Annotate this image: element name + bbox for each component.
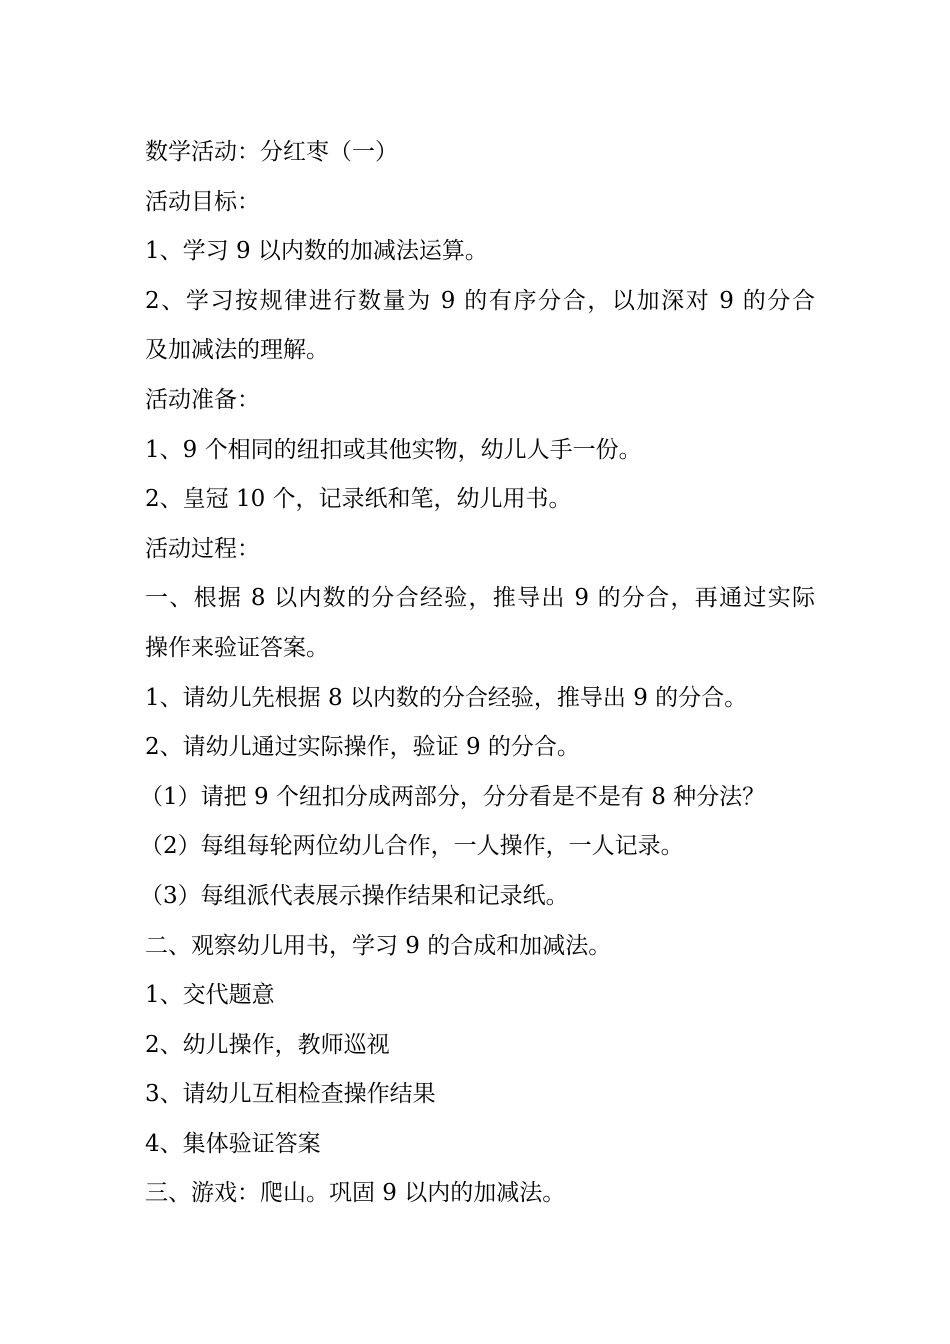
process-step-1-subitem-3: （3）每组派代表展示操作结果和记录纸。 <box>140 882 569 909</box>
preparation-item-1: 1、9 个相同的纽扣或其他实物，幼儿人手一份。 <box>145 436 642 463</box>
process-step-1-subitem-1: （1）请把 9 个纽扣分成两部分，分分看是不是有 8 种分法？ <box>140 783 766 810</box>
document-title: 数学活动：分红枣（一） <box>145 139 398 165</box>
objective-item-2: 2、学习按规律进行数量为 9 的有序分合，以加深对 9 的分合 <box>145 287 815 314</box>
objective-item-1: 1、学习 9 以内数的加减法运算。 <box>145 238 488 265</box>
process-step-2-item-3: 3、请幼儿互相检查操作结果 <box>145 1081 436 1108</box>
process-step-2: 二、观察幼儿用书，学习 9 的合成和加减法。 <box>145 932 612 959</box>
section-heading-objectives: 活动目标： <box>145 188 260 215</box>
process-step-2-item-4: 4、集体验证答案 <box>145 1130 321 1157</box>
process-step-1-item-2: 2、请幼儿通过实际操作，验证 9 的分合。 <box>145 734 580 761</box>
document-body <box>140 128 815 1219</box>
process-step-1-item-1: 1、请幼儿先根据 8 以内数的分合经验，推导出 9 的分合。 <box>145 684 748 711</box>
process-step-1-subitem-2: （2）每组每轮两位幼儿合作，一人操作，一人记录。 <box>140 833 684 860</box>
section-heading-process: 活动过程： <box>145 535 260 562</box>
objective-item-2-continued: 及加减法的理解。 <box>145 337 329 364</box>
section-heading-preparation: 活动准备： <box>145 386 260 413</box>
process-step-2-item-2: 2、幼儿操作，教师巡视 <box>145 1031 390 1058</box>
process-step-3: 三、游戏：爬山。巩固 9 以内的加减法。 <box>145 1180 566 1207</box>
preparation-item-2: 2、皇冠 10 个，记录纸和笔，幼儿用书。 <box>145 486 572 513</box>
process-step-1-continued: 操作来验证答案。 <box>145 634 329 661</box>
process-step-1: 一、根据 8 以内数的分合经验，推导出 9 的分合，再通过实际 <box>145 585 815 612</box>
process-step-2-item-1: 1、交代题意 <box>145 982 275 1009</box>
